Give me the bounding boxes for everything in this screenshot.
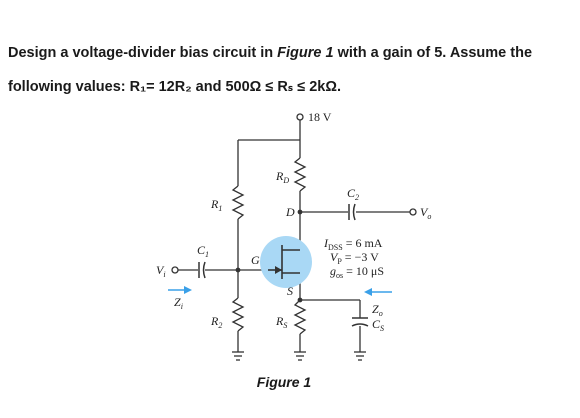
supply-terminal [297, 114, 303, 120]
vo-label: $V_o$ [420, 205, 432, 221]
r2-resistor [233, 298, 243, 331]
c1-label: $C_1$ [197, 243, 210, 259]
input-terminal [172, 267, 178, 273]
r1-label: $R_1$ [211, 197, 223, 213]
c2-label: $C_2$ [347, 186, 360, 202]
gos-param: $g_{os} = 10$ μS [330, 264, 384, 280]
r1-resistor [233, 186, 243, 219]
ground-symbols [232, 352, 366, 360]
rs-label: $R_S$ [276, 314, 288, 330]
supply-label: 18 V [308, 110, 332, 124]
r2-label: $R_2$ [211, 314, 223, 330]
output-terminal [410, 209, 416, 215]
gate-label: G [251, 253, 260, 267]
question-line2: following values: R₁= 12R₂ and 500Ω ≤ Rₛ ≤ 2kΩ. [8, 79, 342, 95]
vi-label: $V_i$ [156, 263, 166, 279]
question-line1-suffix: with a gain of 5. Assume the [333, 45, 533, 61]
rd-label: $R_D$ [276, 169, 290, 185]
figure-caption: Figure 1 [256, 374, 312, 390]
zo-arrow [364, 288, 392, 296]
source-label: S [287, 284, 293, 298]
ground-rs [294, 352, 306, 360]
zi-label: $Z_i$ [174, 295, 183, 311]
figure-reference: Figure 1 [277, 45, 334, 61]
drain-label: D [286, 205, 295, 219]
c2-capacitor [349, 204, 355, 220]
idss-param: $I_{DSS} = 6$ mA [324, 236, 383, 252]
ground-cs [354, 352, 366, 360]
zo-label: $Z_o$ [372, 302, 383, 318]
question-line1-prefix: Design a voltage-divider bias circuit in [8, 45, 278, 61]
cs-label: $C_S$ [372, 317, 385, 333]
rs-resistor [295, 300, 305, 334]
rd-resistor [295, 158, 305, 191]
vp-param: $V_P = -3$ V [330, 250, 379, 266]
cs-capacitor [352, 318, 368, 326]
zi-arrow [168, 286, 192, 294]
ground-r2 [232, 352, 244, 360]
c1-capacitor [199, 262, 205, 278]
jfet-transistor [260, 236, 312, 288]
